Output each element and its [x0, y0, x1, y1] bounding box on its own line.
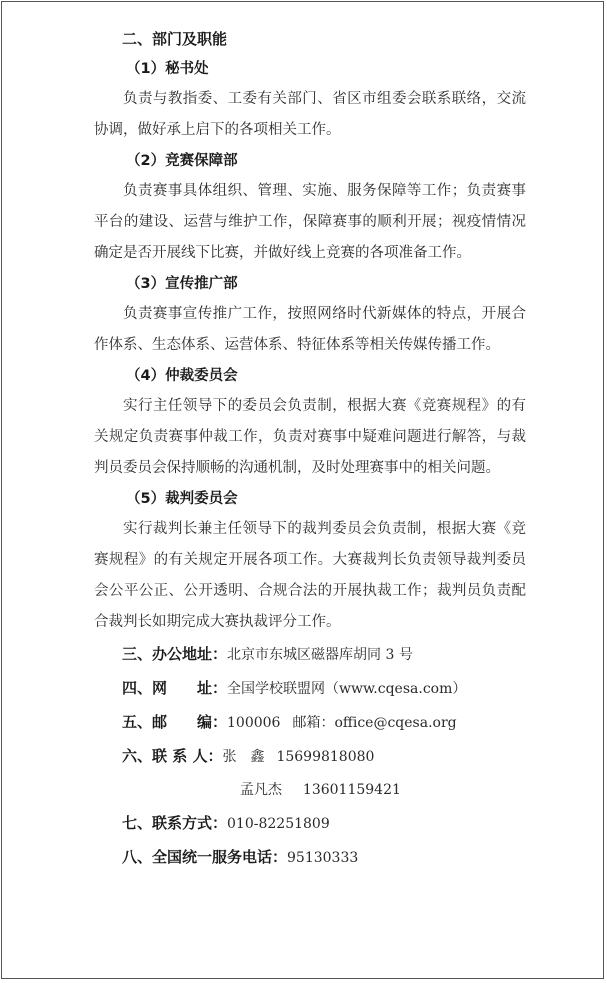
- contact-person-label: 六、联 系 人：: [122, 747, 223, 765]
- contact-phone: 15699818080: [276, 749, 375, 765]
- department-referee-committee: [94, 484, 526, 638]
- department-publicity: [94, 269, 526, 361]
- contact-person-row-2: [240, 774, 526, 807]
- email-label: 邮箱：: [292, 715, 335, 731]
- department-title: （5）裁判委员会: [126, 491, 238, 507]
- department-description: 负责与教指委、工委有关部门、省区市组委会联系联络，交流协调，做好承上启下的各项相关工作。: [94, 91, 527, 138]
- contact-method-row: [122, 807, 526, 841]
- department-title: （4）仲裁委员会: [126, 368, 238, 384]
- postal-code: 100006: [227, 715, 281, 731]
- contact-person-row: [122, 740, 526, 774]
- document-content: [94, 24, 526, 875]
- contact-method-value: 010-82251809: [227, 816, 330, 832]
- department-title: （3）宣传推广部: [126, 276, 238, 292]
- department-title: （2）竞赛保障部: [126, 153, 238, 169]
- contact-phone: 13601159421: [302, 782, 401, 798]
- website-label: 四、网 址：: [122, 679, 228, 697]
- contact-method-label: 七、联系方式：: [122, 814, 228, 832]
- hotline-row: [122, 841, 526, 875]
- department-description: 负责赛事具体组织、管理、实施、服务保障等工作；负责赛事平台的建设、运营与维护工作，保障赛事的顺利开展；视疫情情况确定是否开展线下比赛，并做好线上竞赛的各项准备工作。: [94, 183, 527, 261]
- department-description: 实行裁判长兼主任领导下的裁判委员会负责制，根据大赛《竞赛规程》的有关规定开展各项工作。大赛裁判长负责领导裁判委员会公平公正、公开透明、合规合法的开展执裁工作；裁判员负责配合裁判长如期完成大赛执裁评分工作。: [94, 521, 527, 630]
- website-value: 全国学校联盟网（www.cqesa.com）: [227, 681, 467, 697]
- department-secretariat: [94, 54, 526, 146]
- office-address-label: 三、办公地址：: [122, 645, 228, 663]
- postal-row: [122, 706, 526, 740]
- postal-label: 五、邮 编：: [122, 713, 228, 731]
- hotline-label: 八、全国统一服务电话：: [122, 848, 288, 866]
- department-competition-support: [94, 146, 526, 269]
- contact-name: 张 鑫: [222, 749, 265, 765]
- office-address-value: 北京市东城区磁器库胡同 3 号: [227, 647, 413, 663]
- department-title: （1）秘书处: [126, 61, 209, 77]
- department-description: 实行主任领导下的委员会负责制，根据大赛《竞赛规程》的有关规定负责赛事仲裁工作，负责对赛事中疑难问题进行解答，与裁判员委员会保持顺畅的沟通机制，及时处理赛事中的相关问题。: [94, 398, 527, 476]
- section-heading-departments: 二、部门及职能: [122, 30, 228, 48]
- document-page: [1, 1, 604, 979]
- hotline-value: 95130333: [287, 850, 359, 866]
- department-arbitration-committee: [94, 361, 526, 484]
- department-description: 负责赛事宣传推广工作，按照网络时代新媒体的特点，开展合作体系、生态体系、运营体系、特征体系等相关传媒传播工作。: [94, 306, 527, 353]
- website-row: [122, 672, 526, 706]
- contact-name: 孟凡杰: [240, 782, 282, 798]
- office-address-row: [122, 638, 526, 672]
- email-value: office@cqesa.org: [334, 715, 457, 731]
